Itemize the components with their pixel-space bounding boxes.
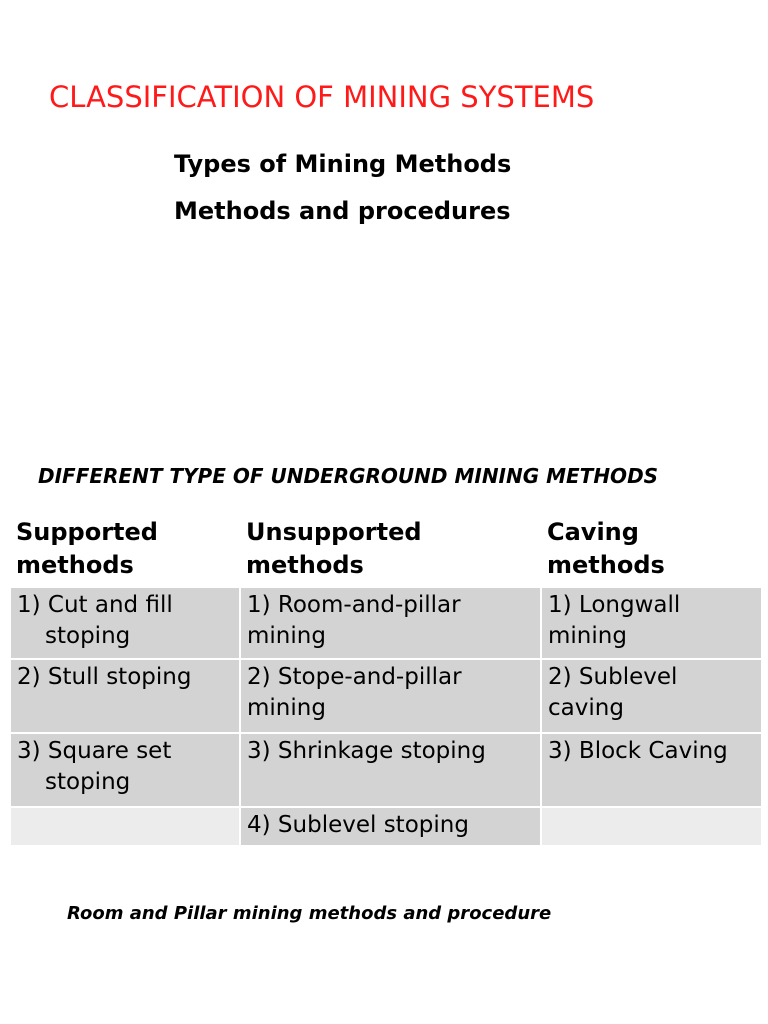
page-title: CLASSIFICATION OF MINING SYSTEMS [49,80,595,114]
subtitle-methods: Methods and procedures [174,197,511,225]
table-cell: 4) Sublevel stoping [240,807,541,846]
header-supported: Supported methods [10,514,240,587]
subtitle-types: Types of Mining Methods [174,150,512,178]
table-cell: 1) Room-and-pillar mining [240,587,541,659]
table-cell: 2) Stope-and-pillar mining [240,659,541,733]
table-header-row [10,514,762,587]
footer-caption: Room and Pillar mining methods and procedure [67,903,552,924]
table-row [10,659,762,733]
table-row [10,733,762,807]
table-cell: 1) Cut and fill stoping [10,587,240,659]
table-cell [10,807,240,846]
table-row [10,587,762,659]
mining-methods-table [9,514,763,847]
table-row [10,807,762,846]
section-heading: DIFFERENT TYPE OF UNDERGROUND MINING METHODS [38,464,659,488]
table-cell: 3) Square set stoping [10,733,240,807]
header-caving: Caving methods [541,514,762,587]
table-cell: 2) Stull stoping [10,659,240,733]
table-cell: 1) Longwall mining [541,587,762,659]
table-cell: 3) Shrinkage stoping [240,733,541,807]
table-cell: 3) Block Caving [541,733,762,807]
table-cell: 2) Sublevel caving [541,659,762,733]
table-cell [541,807,762,846]
header-unsupported: Unsupported methods [240,514,541,587]
